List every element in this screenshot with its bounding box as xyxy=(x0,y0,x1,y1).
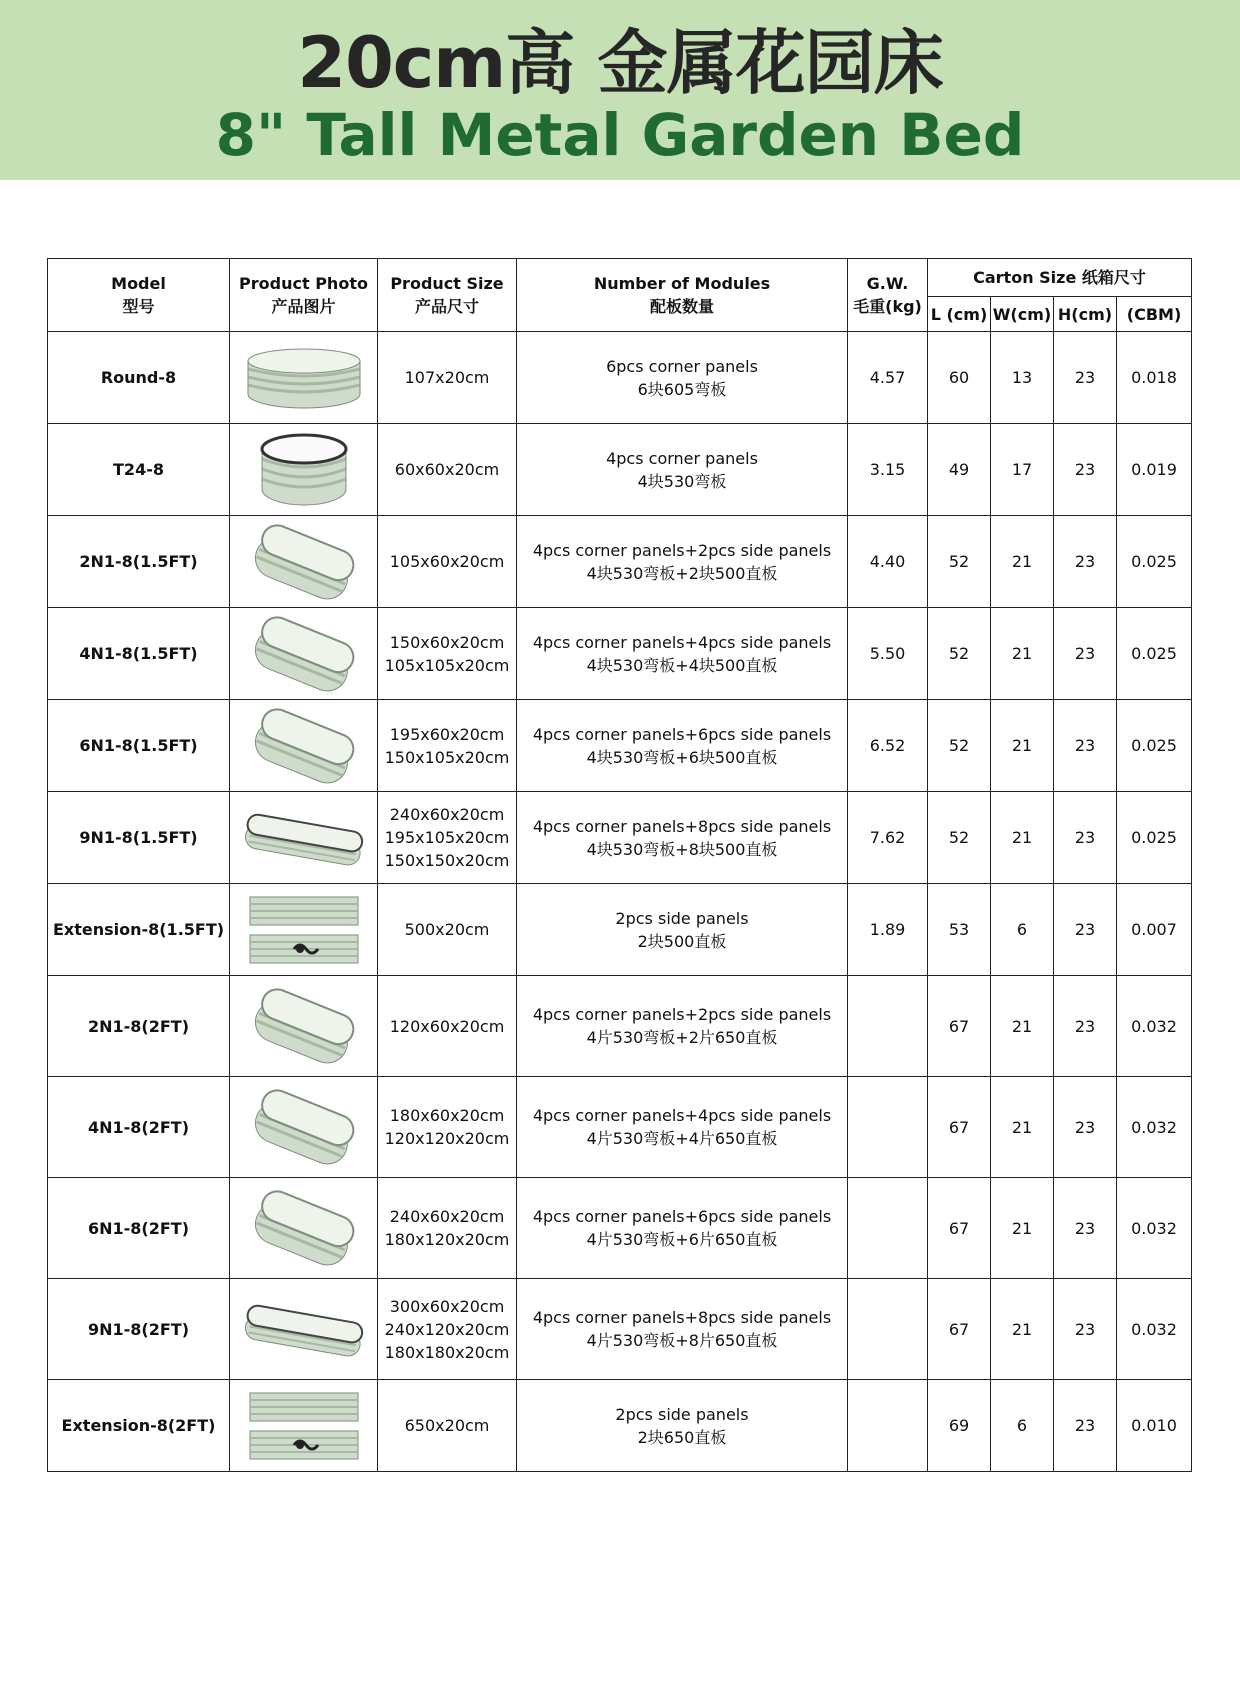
size-line: 195x60x20cm xyxy=(389,724,505,744)
modules-chinese: 4块530弯板+8块500直板 xyxy=(586,839,778,859)
modules-chinese: 4片530弯板+6片650直板 xyxy=(586,1230,778,1249)
carton-w-cell: 6 xyxy=(991,1380,1054,1472)
size-cell xyxy=(378,424,517,516)
carton-l-cell: 67 xyxy=(928,1077,991,1178)
size-line: 650x20cm xyxy=(404,1416,490,1435)
header-photo: Product Photo 产品图片 xyxy=(230,259,378,332)
header-carton-w: W(cm) xyxy=(991,297,1054,332)
model-cell: 4N1-8(1.5FT) xyxy=(48,608,230,700)
size-cell xyxy=(378,976,517,1077)
modules-english: 4pcs corner panels+8pcs side panels xyxy=(532,816,832,836)
header-carton-l: L (cm) xyxy=(928,297,991,332)
modules-chinese: 4片530弯板+2片650直板 xyxy=(586,1028,778,1047)
table-row xyxy=(48,1178,1192,1279)
header-modules: Number of Modules 配板数量 xyxy=(517,259,848,332)
size-line: 150x60x20cm xyxy=(389,632,505,652)
photo-cell xyxy=(230,1380,378,1472)
modules-english: 6pcs corner panels xyxy=(606,356,758,376)
carton-cbm-cell: 0.019 xyxy=(1117,424,1192,516)
model-cell: 6N1-8(1.5FT) xyxy=(48,700,230,792)
carton-l-cell: 53 xyxy=(928,884,991,976)
size-cell xyxy=(378,516,517,608)
header-carton-size: Carton Size 纸箱尺寸 xyxy=(928,259,1192,297)
modules-cell xyxy=(517,700,848,792)
modules-english: 4pcs corner panels+4pcs side panels xyxy=(532,632,832,652)
modules-english: 2pcs side panels xyxy=(615,1404,749,1424)
carton-cbm-cell: 0.025 xyxy=(1117,700,1192,792)
photo-cell xyxy=(230,700,378,792)
model-cell: Extension-8(1.5FT) xyxy=(48,884,230,976)
modules-chinese: 4块530弯板+2块500直板 xyxy=(586,563,778,583)
carton-cbm-cell: 0.032 xyxy=(1117,976,1192,1077)
gross-weight-cell xyxy=(848,1279,928,1380)
carton-h-cell: 23 xyxy=(1054,1380,1117,1472)
size-line: 105x60x20cm xyxy=(389,552,505,571)
carton-cbm-cell: 0.032 xyxy=(1117,1279,1192,1380)
size-line: 180x180x20cm xyxy=(384,1342,510,1362)
table-row xyxy=(48,1279,1192,1380)
model-cell: 2N1-8(2FT) xyxy=(48,976,230,1077)
model-cell: T24-8 xyxy=(48,424,230,516)
carton-cbm-cell: 0.032 xyxy=(1117,1178,1192,1279)
title-banner xyxy=(0,0,1240,180)
size-line: 500x20cm xyxy=(404,920,490,939)
modules-cell xyxy=(517,792,848,884)
carton-w-cell: 21 xyxy=(991,1279,1054,1380)
header-model: Model 型号 xyxy=(48,259,230,332)
size-line: 180x60x20cm xyxy=(389,1106,505,1125)
model-cell: 9N1-8(1.5FT) xyxy=(48,792,230,884)
size-line: 150x150x20cm xyxy=(384,851,510,870)
gross-weight-cell xyxy=(848,1380,928,1472)
model-cell: 4N1-8(2FT) xyxy=(48,1077,230,1178)
carton-cbm-cell: 0.010 xyxy=(1117,1380,1192,1472)
size-line: 240x60x20cm xyxy=(389,805,505,824)
photo-cell xyxy=(230,1077,378,1178)
carton-l-cell: 67 xyxy=(928,976,991,1077)
size-cell xyxy=(378,1380,517,1472)
carton-w-cell: 17 xyxy=(991,424,1054,516)
header-size: Product Size 产品尺寸 xyxy=(378,259,517,332)
size-cell xyxy=(378,700,517,792)
carton-h-cell: 23 xyxy=(1054,792,1117,884)
carton-l-cell: 52 xyxy=(928,792,991,884)
size-line: 195x105x20cm xyxy=(384,828,510,847)
tall-round-bed-photo xyxy=(242,431,366,509)
oval-bed-photo xyxy=(242,1088,366,1166)
oval-bed-photo xyxy=(242,707,366,785)
spec-table xyxy=(47,258,1192,1472)
carton-h-cell: 23 xyxy=(1054,884,1117,976)
modules-chinese: 4片530弯板+4片650直板 xyxy=(586,1129,778,1148)
carton-w-cell: 21 xyxy=(991,608,1054,700)
long-oval-bed-photo xyxy=(242,1290,366,1368)
carton-w-cell: 21 xyxy=(991,1178,1054,1279)
carton-h-cell: 23 xyxy=(1054,332,1117,424)
modules-cell xyxy=(517,516,848,608)
modules-english: 2pcs side panels xyxy=(615,908,749,928)
oval-bed-photo xyxy=(242,615,366,693)
carton-l-cell: 67 xyxy=(928,1279,991,1380)
carton-h-cell: 23 xyxy=(1054,700,1117,792)
table-row xyxy=(48,884,1192,976)
modules-cell xyxy=(517,976,848,1077)
modules-english: 4pcs corner panels+2pcs side panels xyxy=(532,540,832,560)
size-line: 240x60x20cm xyxy=(389,1207,505,1226)
panels-photo xyxy=(242,1387,366,1465)
modules-chinese: 4块530弯板+6块500直板 xyxy=(586,747,778,767)
carton-h-cell: 23 xyxy=(1054,1077,1117,1178)
size-line: 300x60x20cm xyxy=(389,1296,505,1316)
model-cell: Extension-8(2FT) xyxy=(48,1380,230,1472)
table-row xyxy=(48,332,1192,424)
carton-w-cell: 6 xyxy=(991,884,1054,976)
photo-cell xyxy=(230,608,378,700)
size-cell xyxy=(378,1279,517,1380)
size-line: 240x120x20cm xyxy=(384,1319,510,1339)
gross-weight-cell: 4.57 xyxy=(848,332,928,424)
gross-weight-cell: 5.50 xyxy=(848,608,928,700)
size-line: 150x105x20cm xyxy=(384,747,510,767)
size-line: 60x60x20cm xyxy=(394,460,500,479)
size-line: 107x20cm xyxy=(404,368,490,387)
modules-cell xyxy=(517,1380,848,1472)
title-chinese: 20cm高 金属花园床 xyxy=(297,22,943,104)
modules-cell xyxy=(517,332,848,424)
carton-cbm-cell: 0.025 xyxy=(1117,792,1192,884)
gross-weight-cell xyxy=(848,976,928,1077)
modules-cell xyxy=(517,1077,848,1178)
photo-cell xyxy=(230,516,378,608)
modules-cell xyxy=(517,1279,848,1380)
carton-h-cell: 23 xyxy=(1054,1178,1117,1279)
carton-cbm-cell: 0.007 xyxy=(1117,884,1192,976)
carton-h-cell: 23 xyxy=(1054,1279,1117,1380)
long-oval-bed-photo xyxy=(242,799,366,877)
size-cell xyxy=(378,792,517,884)
carton-l-cell: 52 xyxy=(928,608,991,700)
carton-h-cell: 23 xyxy=(1054,516,1117,608)
table-row xyxy=(48,424,1192,516)
modules-chinese: 4块530弯板+4块500直板 xyxy=(586,655,778,675)
title-english: 8" Tall Metal Garden Bed xyxy=(215,101,1025,169)
modules-chinese: 6块605弯板 xyxy=(637,379,727,399)
modules-english: 4pcs corner panels xyxy=(606,448,758,468)
round-bed-photo xyxy=(242,339,366,417)
modules-cell xyxy=(517,424,848,516)
photo-cell xyxy=(230,884,378,976)
photo-cell xyxy=(230,792,378,884)
panels-photo xyxy=(242,891,366,969)
carton-w-cell: 21 xyxy=(991,516,1054,608)
header-carton-cbm: (CBM) xyxy=(1117,297,1192,332)
gross-weight-cell xyxy=(848,1178,928,1279)
carton-l-cell: 52 xyxy=(928,516,991,608)
header-carton-h: H(cm) xyxy=(1054,297,1117,332)
size-line: 120x60x20cm xyxy=(389,1016,505,1036)
modules-cell xyxy=(517,608,848,700)
size-line: 180x120x20cm xyxy=(384,1230,510,1249)
modules-cell xyxy=(517,884,848,976)
carton-w-cell: 21 xyxy=(991,976,1054,1077)
carton-h-cell: 23 xyxy=(1054,424,1117,516)
gross-weight-cell: 1.89 xyxy=(848,884,928,976)
modules-chinese: 4片530弯板+8片650直板 xyxy=(586,1331,778,1350)
gross-weight-cell: 6.52 xyxy=(848,700,928,792)
carton-l-cell: 67 xyxy=(928,1178,991,1279)
table-row xyxy=(48,976,1192,1077)
model-cell: 6N1-8(2FT) xyxy=(48,1178,230,1279)
modules-cell xyxy=(517,1178,848,1279)
modules-chinese: 4块530弯板 xyxy=(637,471,727,491)
size-cell xyxy=(378,332,517,424)
carton-cbm-cell: 0.018 xyxy=(1117,332,1192,424)
modules-chinese: 2块500直板 xyxy=(637,931,727,951)
oval-bed-photo xyxy=(242,1189,366,1267)
photo-cell xyxy=(230,1279,378,1380)
carton-w-cell: 21 xyxy=(991,700,1054,792)
modules-english: 4pcs corner panels+6pcs side panels xyxy=(532,1207,832,1226)
oval-bed-photo xyxy=(242,523,366,601)
carton-l-cell: 60 xyxy=(928,332,991,424)
table-row xyxy=(48,608,1192,700)
photo-cell xyxy=(230,1178,378,1279)
carton-cbm-cell: 0.025 xyxy=(1117,516,1192,608)
carton-w-cell: 21 xyxy=(991,1077,1054,1178)
modules-english: 4pcs corner panels+4pcs side panels xyxy=(532,1106,832,1125)
gross-weight-cell xyxy=(848,1077,928,1178)
photo-cell xyxy=(230,332,378,424)
table-row xyxy=(48,700,1192,792)
carton-cbm-cell: 0.032 xyxy=(1117,1077,1192,1178)
carton-w-cell: 21 xyxy=(991,792,1054,884)
size-line: 105x105x20cm xyxy=(384,655,510,675)
gross-weight-cell: 4.40 xyxy=(848,516,928,608)
carton-h-cell: 23 xyxy=(1054,608,1117,700)
table-row xyxy=(48,516,1192,608)
size-cell xyxy=(378,884,517,976)
model-cell: 9N1-8(2FT) xyxy=(48,1279,230,1380)
table-row xyxy=(48,1077,1192,1178)
size-line: 120x120x20cm xyxy=(384,1129,510,1148)
carton-cbm-cell: 0.025 xyxy=(1117,608,1192,700)
header-gross-weight: G.W. 毛重(kg) xyxy=(848,259,928,332)
model-cell: 2N1-8(1.5FT) xyxy=(48,516,230,608)
model-cell: Round-8 xyxy=(48,332,230,424)
carton-w-cell: 13 xyxy=(991,332,1054,424)
size-cell xyxy=(378,608,517,700)
size-cell xyxy=(378,1077,517,1178)
size-cell xyxy=(378,1178,517,1279)
modules-english: 4pcs corner panels+8pcs side panels xyxy=(532,1308,832,1327)
photo-cell xyxy=(230,976,378,1077)
modules-english: 4pcs corner panels+2pcs side panels xyxy=(532,1005,832,1024)
modules-chinese: 2块650直板 xyxy=(637,1427,727,1447)
gross-weight-cell: 3.15 xyxy=(848,424,928,516)
photo-cell xyxy=(230,424,378,516)
carton-l-cell: 49 xyxy=(928,424,991,516)
carton-l-cell: 52 xyxy=(928,700,991,792)
table-row xyxy=(48,792,1192,884)
table-row xyxy=(48,1380,1192,1472)
gross-weight-cell: 7.62 xyxy=(848,792,928,884)
oval-bed-photo xyxy=(242,987,366,1065)
modules-english: 4pcs corner panels+6pcs side panels xyxy=(532,724,832,744)
carton-l-cell: 69 xyxy=(928,1380,991,1472)
carton-h-cell: 23 xyxy=(1054,976,1117,1077)
